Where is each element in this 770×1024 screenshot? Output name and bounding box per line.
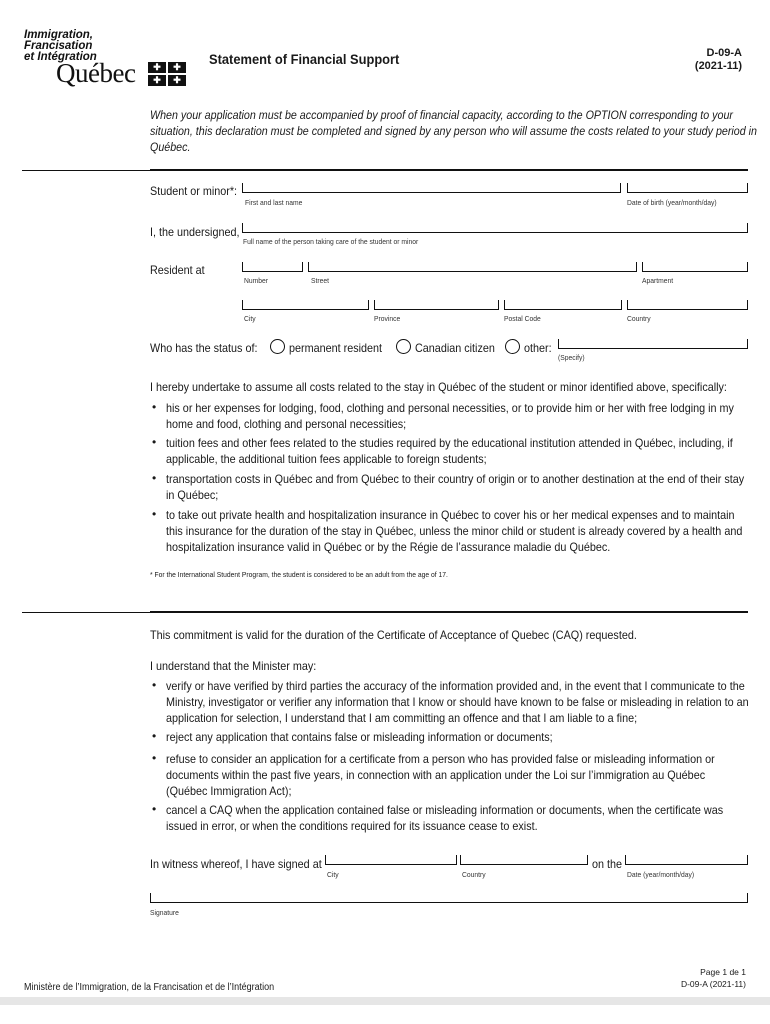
bullet-marker: • xyxy=(152,802,157,816)
minister-bullet-1: verify or have verified by third parties the accuracy of the information provided and, in the event that I communicate to the Ministry, investigator or verifier any information that I know or should have known to be false or misleading in relation to an application for selection, I understand that I am committing an offence and that I am liable to a fine; xyxy=(166,679,749,725)
specify-caption: (Specify) xyxy=(558,353,585,362)
quebec-flag-icon: ✚ ✚ ✚ ✚ xyxy=(148,62,186,86)
witness-label: In witness whereof, I have signed at xyxy=(150,857,322,871)
permanent-resident-radio[interactable] xyxy=(270,339,285,354)
status-label: Who has the status of: xyxy=(150,341,258,355)
other-status-specify-field[interactable] xyxy=(558,339,748,349)
address-country-field[interactable] xyxy=(627,300,748,310)
date-of-birth-caption: Date of birth (year/month/day) xyxy=(627,198,717,207)
logo-line-2: Francisation xyxy=(24,40,93,52)
logo-line-3: et Intégration xyxy=(24,51,97,63)
canadian-citizen-radio[interactable] xyxy=(396,339,411,354)
footer-ministry: Ministère de l’Immigration, de la Francisation et de l’Intégration xyxy=(24,982,275,993)
city-caption: City xyxy=(244,314,256,323)
form-code-number: D-09-A xyxy=(706,47,742,59)
validity-statement: This commitment is valid for the duration of the Certificate of Acceptance of Quebec (CAQ) requested. xyxy=(150,628,637,642)
bullet-marker: • xyxy=(152,678,157,692)
page-number: Page 1 de 1 xyxy=(700,967,746,977)
section-divider xyxy=(150,611,748,613)
intro-text: When your application must be accompanied by proof of financial capacity, according to the OPTION corresponding to your situation, this declaration must be completed and signed by any person who will assume the costs related to your study period in Québec. xyxy=(150,110,757,154)
undertaking-bullet-3: transportation costs in Québec and from Québec to their country of origin or to another destination at the end of their stay in Québec; xyxy=(166,472,745,502)
student-label: Student or minor*: xyxy=(150,184,238,198)
bullet-marker: • xyxy=(152,400,157,414)
address-city-field[interactable] xyxy=(242,300,369,310)
footer-page-info xyxy=(681,966,746,990)
minister-bullet-4: cancel a CAQ when the application contained false or misleading information or documents, when the certificate was issued in error, or when the conditions required for its issuance cease to exist. xyxy=(166,803,724,833)
address-street-field[interactable] xyxy=(308,262,637,272)
number-caption: Number xyxy=(244,276,269,285)
province-caption: Province xyxy=(374,314,401,323)
apartment-caption: Apartment xyxy=(642,276,674,285)
student-name-field[interactable] xyxy=(242,183,621,193)
undertaking-bullet-2: tuition fees and other fees related to the studies required by the educational institution attended in Québec, including, if applicable, the additional tuition fees applicable to foreign students; xyxy=(166,436,733,466)
street-caption: Street xyxy=(311,276,330,285)
date-of-birth-field[interactable] xyxy=(627,183,748,193)
bullet-marker: • xyxy=(152,471,157,485)
section-divider-left xyxy=(22,170,150,171)
signed-at-country-field[interactable] xyxy=(460,855,588,865)
age-footnote: * For the International Student Program, the student is considered to be an adult from the age of 17. xyxy=(150,570,448,579)
undersigned-caption: Full name of the person taking care of the student or minor xyxy=(243,237,419,246)
resident-label: Resident at xyxy=(150,263,205,277)
date-caption: Date (year/month/day) xyxy=(627,870,695,879)
postal-code-caption: Postal Code xyxy=(504,314,541,323)
undertaking-intro: I hereby undertake to assume all costs related to the stay in Québec of the student or minor identified above, specifically: xyxy=(150,380,727,394)
bottom-bar xyxy=(0,997,770,1005)
country-caption: Country xyxy=(462,870,486,879)
country-caption: Country xyxy=(627,314,651,323)
canadian-citizen-label: Canadian citizen xyxy=(415,341,495,355)
address-postal-code-field[interactable] xyxy=(504,300,622,310)
city-caption: City xyxy=(327,870,339,879)
address-number-field[interactable] xyxy=(242,262,303,272)
bullet-marker: • xyxy=(152,729,157,743)
form-title: Statement of Financial Support xyxy=(209,51,400,67)
footer-form-code: D-09-A (2021-11) xyxy=(680,979,746,989)
other-status-radio[interactable] xyxy=(505,339,520,354)
bullet-marker: • xyxy=(152,435,157,449)
section-divider xyxy=(150,169,748,171)
logo-line-1: Immigration, xyxy=(24,29,94,41)
form-code-date: (2021-11) xyxy=(694,60,742,72)
address-apartment-field[interactable] xyxy=(642,262,748,272)
logo-quebec-text: Québec xyxy=(56,58,136,88)
undertaking-bullet-4: to take out private health and hospitalization insurance in Québec to cover his or her medical expenses and to maintain this insurance for the duration of the stay in Québec, unless the minor child or student is already covered by a health and hospitalization insurance valid in Québec or by the Régie de l’assurance maladie du Québec. xyxy=(166,508,743,554)
student-name-caption: First and last name xyxy=(245,198,303,207)
permanent-resident-label: permanent resident xyxy=(289,341,383,355)
signature-date-field[interactable] xyxy=(625,855,748,865)
minister-bullet-2: reject any application that contains false or misleading information or documents; xyxy=(166,730,553,744)
section-divider-left xyxy=(22,612,150,613)
signature-caption: Signature xyxy=(150,908,179,917)
undersigned-label: I, the undersigned, xyxy=(150,225,240,239)
minister-intro: I understand that the Minister may: xyxy=(150,659,317,673)
other-status-label: other: xyxy=(524,341,552,355)
signature-field[interactable] xyxy=(150,893,748,903)
undersigned-name-field[interactable] xyxy=(242,223,748,233)
bullet-marker: • xyxy=(152,507,157,521)
on-the-label: on the xyxy=(592,857,623,871)
bullet-marker: • xyxy=(152,751,157,765)
minister-bullet-3: refuse to consider an application for a certificate from a person who has provided false or misleading information or documents within the past five years, in connection with an application under the Loi sur l’immigration au Québec (Québec Immigration Act); xyxy=(166,752,715,798)
form-code xyxy=(695,47,742,73)
address-province-field[interactable] xyxy=(374,300,499,310)
signed-at-city-field[interactable] xyxy=(325,855,457,865)
undertaking-bullet-1: his or her expenses for lodging, food, clothing and personal necessities, or to provide him or her with free lodging in my home and food, clothing and personal necessities; xyxy=(166,401,734,431)
